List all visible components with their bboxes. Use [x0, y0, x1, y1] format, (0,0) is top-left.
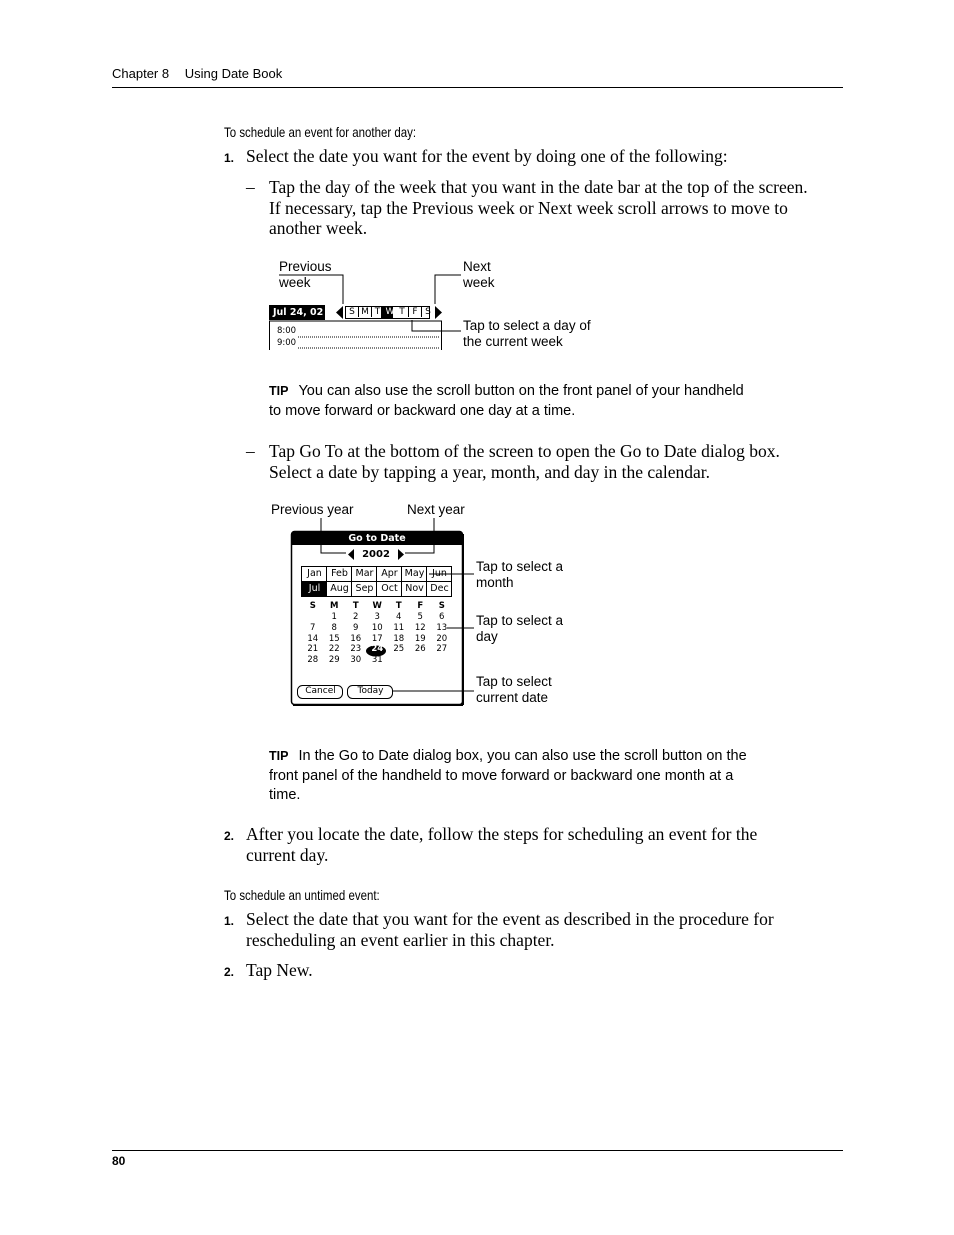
tip-line: time.	[269, 787, 301, 803]
day-cell[interactable]: 5	[417, 612, 423, 622]
next-year-arrow	[398, 549, 404, 560]
bullet-dash: –	[246, 177, 255, 197]
weekday-label: S	[438, 601, 445, 611]
day-cell[interactable]: 18	[393, 633, 405, 644]
callout-line: the current week	[463, 333, 563, 349]
tip-line: to move forward or backward one day at a time.	[269, 402, 576, 419]
dialog-title: Go to Date	[348, 533, 406, 544]
tip-line: You can also use the scroll button on the front panel of your handheld	[298, 383, 744, 399]
day-cell[interactable]: 11	[393, 622, 405, 633]
day-cell[interactable]: 30	[350, 655, 362, 666]
day-cell[interactable]: 29	[328, 655, 340, 666]
tip-label: TIP	[269, 384, 289, 398]
bullet-line: Tap Go To at the bottom of the screen to open the Go to Date dialog box.	[269, 441, 780, 461]
year-label[interactable]: 2002	[362, 549, 390, 560]
month-cell[interactable]: Aug	[330, 583, 349, 594]
day-cell[interactable]: 21	[307, 644, 319, 655]
step-line: current day.	[246, 844, 329, 865]
day-cell[interactable]: 13	[436, 622, 448, 633]
step-number: 2.	[224, 965, 235, 979]
month-cell[interactable]: Mar	[355, 568, 374, 579]
day-cell[interactable]: 31	[371, 655, 383, 666]
day-cell[interactable]: T	[396, 307, 409, 317]
day-cell[interactable]: 12	[414, 622, 426, 633]
callout-line: week	[463, 274, 495, 290]
day-grid	[302, 601, 453, 666]
bullet-line: another week.	[269, 218, 368, 238]
month-cell[interactable]: Dec	[430, 583, 449, 594]
step-number: 1.	[224, 151, 235, 165]
time-label: 8:00	[277, 326, 297, 336]
month-row-2	[302, 583, 452, 594]
day-cell[interactable]: 1	[331, 612, 337, 622]
callout-line: week	[279, 274, 311, 290]
week-row	[302, 655, 453, 666]
day-cell[interactable]: 28	[307, 655, 319, 666]
step-text: Select the date you want for the event by doing one of the following:	[246, 146, 728, 166]
day-cell[interactable]: M	[359, 307, 372, 317]
callout-line: current date	[476, 689, 549, 705]
callout-next-year: Next year	[407, 502, 465, 517]
day-cell	[431, 655, 453, 666]
day-cell-selected[interactable]: W	[385, 307, 395, 317]
chapter-title: Using Date Book	[184, 66, 283, 81]
callout-previous-year: Previous year	[271, 502, 354, 517]
month-cell[interactable]: May	[404, 568, 425, 579]
day-cell[interactable]: 20	[436, 633, 448, 644]
bullet-line: Select a date by tapping a year, month, and day in the calendar.	[269, 461, 711, 482]
bullet-line: If necessary, tap the Previous week or Next week scroll arrows to move to	[269, 197, 788, 218]
time-label: 9:00	[277, 338, 297, 348]
page-number: 80	[112, 1154, 126, 1168]
weekday-header	[302, 601, 453, 612]
weekday-label: T	[395, 601, 402, 611]
callout-line: Next	[463, 259, 491, 274]
day-cell[interactable]: 14	[307, 633, 319, 644]
weekday-label: M	[330, 601, 339, 611]
day-cell[interactable]: 19	[414, 633, 426, 644]
weekday-label: S	[309, 601, 316, 611]
callout-line: month	[476, 574, 514, 590]
day-cell[interactable]: 23	[350, 644, 362, 655]
month-cell[interactable]: Jun	[432, 568, 447, 579]
tip-label: TIP	[269, 749, 289, 763]
tip-line: front panel of the handheld to move forward or backward one month at a	[269, 767, 734, 784]
day-cell[interactable]: 8	[331, 622, 337, 633]
day-cell[interactable]: 6	[439, 612, 445, 622]
day-cell[interactable]: 15	[328, 633, 340, 644]
day-cell[interactable]: 3	[374, 612, 380, 622]
day-cell	[410, 655, 432, 666]
month-cell[interactable]: Oct	[381, 583, 398, 594]
day-cell[interactable]: 17	[371, 633, 383, 644]
month-cell[interactable]: Sep	[355, 583, 374, 594]
callout-line: Previous	[279, 259, 332, 274]
callout-line: day	[476, 628, 498, 644]
day-cell[interactable]: 7	[310, 622, 316, 633]
callout-line: Tap to select	[476, 674, 552, 689]
day-cell[interactable]: 22	[328, 644, 340, 655]
day-cell[interactable]: 16	[350, 633, 362, 644]
prev-year-arrow	[348, 549, 354, 560]
step-paragraph	[246, 909, 774, 950]
step-line: After you locate the date, follow the steps for scheduling an event for the	[246, 824, 758, 844]
tip-scroll-month	[269, 747, 839, 806]
day-cell[interactable]: S	[346, 307, 359, 317]
week-row	[302, 623, 453, 634]
step-text: Tap New.	[246, 960, 313, 980]
callout-line: Tap to select a	[476, 559, 564, 574]
day-cell	[302, 612, 324, 623]
weekday-label: F	[417, 601, 424, 611]
day-cell[interactable]: 4	[396, 612, 402, 622]
day-cell[interactable]: 10	[371, 622, 383, 633]
step-paragraph	[246, 824, 757, 865]
weekday-label: W	[372, 601, 382, 611]
month-row-1	[302, 568, 452, 579]
day-cell	[388, 655, 410, 666]
callout-line: Tap to select a	[476, 613, 564, 628]
step-line: Select the date that you want for the event as described in the procedure for	[246, 909, 774, 929]
step-line: rescheduling an event earlier in this chapter.	[246, 929, 555, 950]
today-button[interactable]: Today	[357, 686, 384, 696]
week-row	[302, 612, 453, 623]
cancel-button[interactable]: Cancel	[305, 686, 336, 696]
chapter-label: Chapter 8	[112, 66, 170, 81]
day-cell-selected[interactable]: 24	[371, 644, 384, 655]
weekday-label: T	[352, 601, 359, 611]
day-cell[interactable]: 25	[393, 644, 405, 655]
week-row	[302, 644, 453, 655]
callout-line: Tap to select a day of	[463, 318, 591, 333]
procedure-heading-untimed: To schedule an untimed event:	[224, 887, 380, 903]
procedure-heading-another-day: To schedule an event for another day:	[224, 124, 417, 140]
tip-line: In the Go to Date dialog box, you can also use the scroll button on the	[298, 748, 747, 764]
day-cell[interactable]: 26	[414, 644, 426, 655]
month-cell[interactable]: Apr	[381, 568, 398, 579]
footer-rule	[112, 1150, 843, 1151]
bullet-line: Tap the day of the week that you want in the date bar at the top of the screen.	[269, 177, 808, 197]
bullet-dash: –	[246, 441, 255, 461]
month-cell[interactable]: Nov	[405, 583, 424, 594]
month-cell-selected[interactable]: Jul	[308, 583, 321, 594]
month-cell[interactable]: Jan	[307, 568, 322, 579]
current-date-label[interactable]: Jul 24, 02	[273, 307, 324, 318]
week-row	[302, 634, 453, 645]
day-cell[interactable]: T	[372, 307, 384, 317]
step-number: 2.	[224, 829, 235, 843]
day-cell[interactable]: F	[409, 307, 422, 317]
day-cell[interactable]: 27	[436, 644, 448, 655]
step-number: 1.	[224, 914, 235, 928]
day-cell[interactable]: 2	[353, 612, 359, 622]
day-cell[interactable]: 9	[353, 622, 359, 633]
month-cell[interactable]: Feb	[331, 568, 348, 579]
day-cell[interactable]: S	[425, 307, 431, 317]
